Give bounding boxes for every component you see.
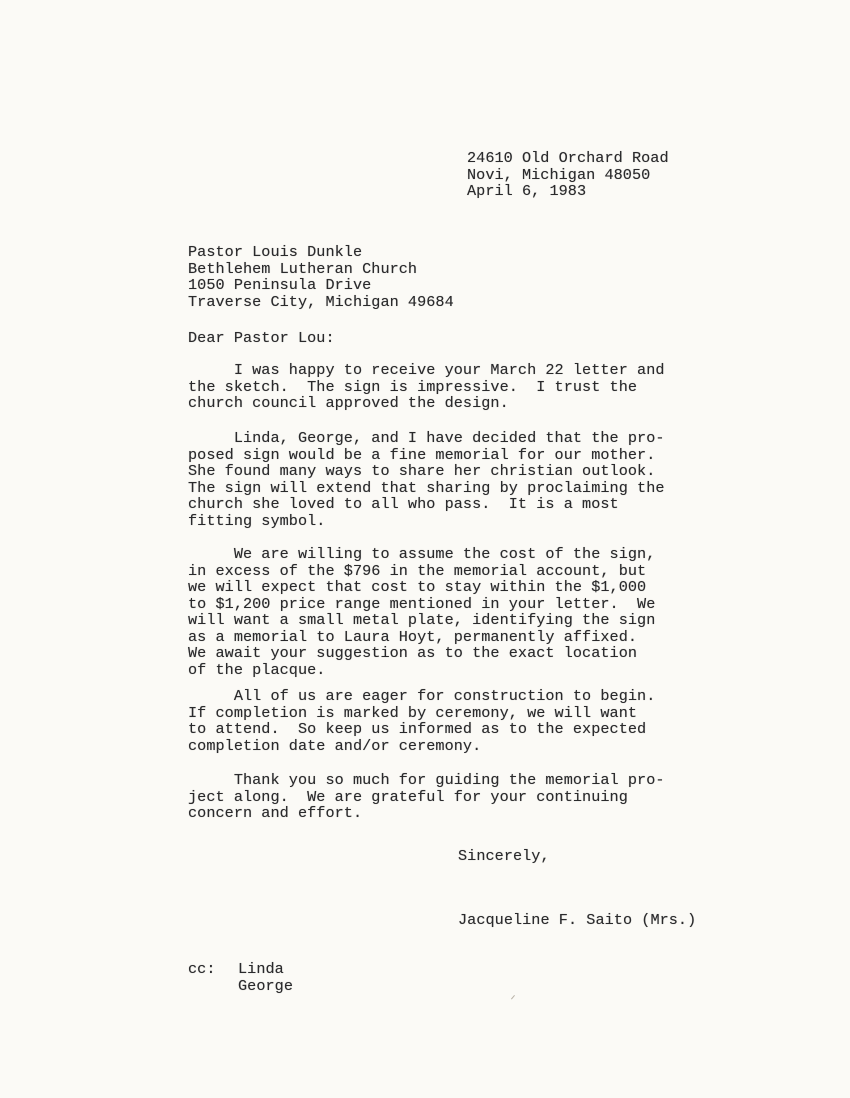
recipient-name: Pastor Louis Dunkle — [188, 243, 363, 261]
paragraph-line: If completion is marked by ceremony, we will want — [188, 703, 638, 722]
paragraph-5 — [188, 772, 665, 822]
sender-address — [467, 150, 669, 200]
paragraph-line: we will expect that cost to stay within the $1,000 — [188, 578, 647, 596]
paragraph-line: to $1,200 price range mentioned in your letter. We — [188, 594, 656, 613]
paragraph-2 — [188, 430, 665, 529]
sender-city: Novi, Michigan 48050 — [467, 165, 651, 184]
cc-name: Linda — [238, 960, 284, 978]
cc-list — [238, 961, 293, 994]
paragraph-3 — [188, 546, 655, 678]
recipient-street: 1050 Peninsula Drive — [188, 276, 372, 294]
paragraph-line: concern and effort. — [188, 804, 363, 822]
paragraph-line: will want a small metal plate, identifying the sign — [188, 611, 656, 629]
recipient-address — [188, 244, 454, 310]
cc-label: cc: — [188, 960, 216, 978]
paragraph-line: to attend. So keep us informed as to the expected — [188, 720, 647, 738]
paragraph-line: The sign will extend that sharing by proclaiming the — [188, 478, 665, 497]
paragraph-line: I was happy to receive your March 22 letter and — [188, 361, 665, 379]
paragraph-line: fitting symbol. — [188, 511, 326, 530]
paragraph-line: posed sign would be a fine memorial for our mother. — [188, 445, 656, 464]
paragraph-line: church she loved to all who pass. It is a most — [188, 495, 619, 513]
paragraph-4 — [188, 688, 655, 754]
paper-mark — [511, 995, 518, 1002]
paragraph-line: She found many ways to share her christian outlook. — [188, 462, 656, 480]
paragraph-line: ject along. We are grateful for your continuing — [188, 787, 628, 806]
paragraph-1 — [188, 362, 665, 412]
paragraph-line: as a memorial to Laura Hoyt, permanently affixed. — [188, 627, 638, 646]
salutation: Dear Pastor Lou: — [188, 329, 335, 347]
closing: Sincerely, — [458, 847, 550, 865]
paragraph-line: Thank you so much for guiding the memorial pro- — [188, 771, 665, 789]
recipient-city: Traverse City, Michigan 49684 — [188, 292, 454, 311]
recipient-organization: Bethlehem Lutheran Church — [188, 259, 418, 278]
signature-name: Jacqueline F. Saito (Mrs.) — [458, 911, 697, 929]
paragraph-line: the sketch. The sign is impressive. I trust the — [188, 377, 638, 396]
paragraph-line: We await your suggestion as to the exact location — [188, 644, 638, 662]
letter-date: April 6, 1983 — [467, 182, 587, 200]
sender-street: 24610 Old Orchard Road — [467, 149, 669, 167]
cc-name: George — [238, 976, 293, 995]
paragraph-line: of the placque. — [188, 660, 326, 679]
paragraph-line: We are willing to assume the cost of the sign, — [188, 545, 656, 563]
paragraph-line: completion date and/or ceremony. — [188, 736, 482, 755]
paragraph-line: church council approved the design. — [188, 394, 509, 412]
paragraph-line: in excess of the $796 in the memorial account, but — [188, 561, 647, 580]
paragraph-line: Linda, George, and I have decided that the pro- — [188, 429, 665, 447]
paragraph-line: All of us are eager for construction to begin. — [188, 687, 656, 705]
